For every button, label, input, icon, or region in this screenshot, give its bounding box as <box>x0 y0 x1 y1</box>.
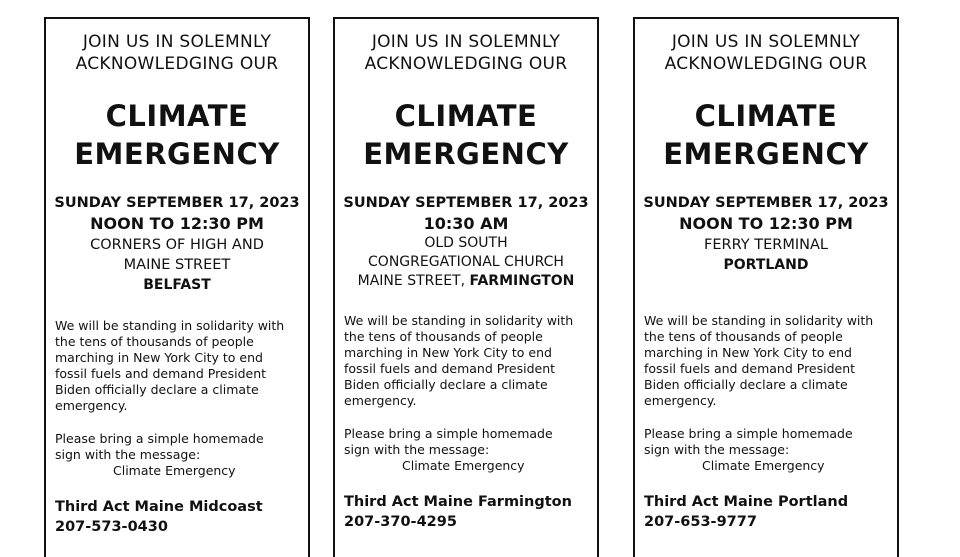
sign-message: Climate Emergency <box>113 463 236 478</box>
headline: CLIMATE EMERGENCY <box>363 99 569 171</box>
sign-message: Climate Emergency <box>402 458 525 473</box>
organizer-phone: 207-573-0430 <box>55 519 168 535</box>
event-date: SUNDAY SEPTEMBER 17, 2023 <box>343 195 589 211</box>
description: We will be standing in solidarity with the tens of thousands of people marching in New York City to end fossil fuels and demand President Biden officially declare a climate emergency. <box>644 313 874 408</box>
event-date: SUNDAY SEPTEMBER 17, 2023 <box>54 195 300 211</box>
organizer <box>344 492 591 532</box>
event-details <box>46 193 308 295</box>
intro-text: JOIN US IN SOLEMNLY ACKNOWLEDGING OUR <box>364 32 568 74</box>
location-line-3: MAINE STREET, FARMINGTON <box>357 273 575 289</box>
event-details <box>335 193 597 291</box>
organizer-phone: 207-653-9777 <box>644 514 757 530</box>
location-line-2: MAINE STREET <box>123 257 231 273</box>
event-town: BELFAST <box>143 277 211 293</box>
flyer-farmington <box>333 17 599 557</box>
organizer-name: Third Act Maine Farmington <box>344 494 572 510</box>
organizer <box>55 497 302 537</box>
event-time: NOON TO 12:30 PM <box>679 214 853 233</box>
location-line-1: CORNERS OF HIGH AND <box>90 237 264 253</box>
headline: CLIMATE EMERGENCY <box>74 99 280 171</box>
intro-text: JOIN US IN SOLEMNLY ACKNOWLEDGING OUR <box>664 32 868 74</box>
event-date: SUNDAY SEPTEMBER 17, 2023 <box>643 195 889 211</box>
sign-request: Please bring a simple homemade sign with the message: Climate Emergency <box>344 426 591 474</box>
description: We will be standing in solidarity with the tens of thousands of people marching in New York City to end fossil fuels and demand President Biden officially declare a climate emergency. <box>344 313 574 408</box>
headline: CLIMATE EMERGENCY <box>663 99 869 171</box>
location-line-1: FERRY TERMINAL <box>704 237 828 253</box>
description: We will be standing in solidarity with the tens of thousands of people marching in New York City to end fossil fuels and demand President Biden officially declare a climate emergency. <box>55 318 285 413</box>
sign-message: Climate Emergency <box>702 458 825 473</box>
event-details <box>635 193 897 275</box>
intro-text: JOIN US IN SOLEMNLY ACKNOWLEDGING OUR <box>75 32 279 74</box>
flyer-portland <box>633 17 899 557</box>
organizer-name: Third Act Maine Portland <box>644 494 849 510</box>
organizer-name: Third Act Maine Midcoast <box>55 499 263 515</box>
event-town: PORTLAND <box>723 257 809 273</box>
event-time: 10:30 AM <box>423 214 509 233</box>
event-town: FARMINGTON <box>469 273 575 289</box>
location-line-2: CONGREGATIONAL CHURCH <box>368 254 564 270</box>
sign-request: Please bring a simple homemade sign with the message: Climate Emergency <box>55 431 302 479</box>
flyer-belfast <box>44 17 310 557</box>
organizer <box>644 492 891 532</box>
organizer-phone: 207-370-4295 <box>344 514 457 530</box>
sign-request: Please bring a simple homemade sign with the message: Climate Emergency <box>644 426 891 474</box>
location-line-1: OLD SOUTH <box>424 235 508 251</box>
event-time: NOON TO 12:30 PM <box>90 214 264 233</box>
